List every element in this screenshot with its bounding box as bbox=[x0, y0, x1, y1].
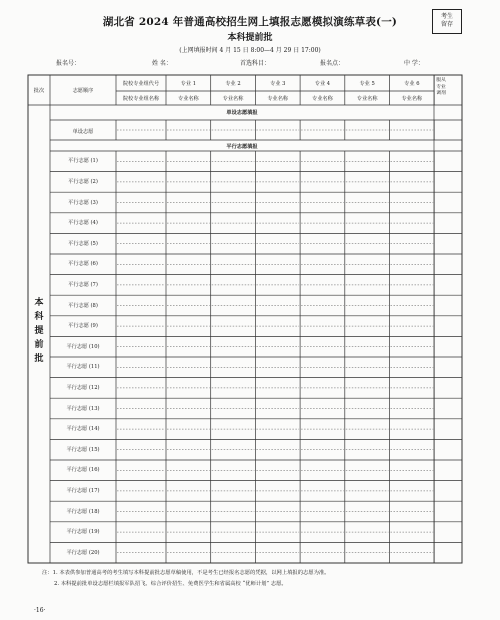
name-field[interactable]: 姓 名： bbox=[152, 60, 172, 67]
parallel-row-label: 平行志愿 (4) bbox=[68, 220, 98, 227]
note-line-1: 注：1. 本表供参加普通高考的考生填写本科提前批志愿草稿使用，不是考生已经报名志愿的凭据，以网上填报的志愿为准。 bbox=[42, 570, 330, 576]
parallel-row-label: 平行志愿 (20) bbox=[66, 549, 100, 556]
parallel-row-label: 平行志愿 (9) bbox=[68, 323, 98, 330]
subject-field[interactable]: 首选科目： bbox=[240, 60, 271, 67]
section-parallel-label: 平行志愿填报 bbox=[226, 144, 258, 150]
parallel-row-label: 平行志愿 (12) bbox=[66, 384, 100, 391]
batch-vertical-text: 本科提前批 bbox=[34, 298, 44, 364]
major-3-header: 专业 3 bbox=[270, 81, 286, 87]
major-3-name-header: 专业名称 bbox=[267, 96, 289, 102]
parallel-row-label: 平行志愿 (17) bbox=[66, 487, 100, 494]
parallel-row-label: 平行志愿 (1) bbox=[68, 158, 98, 165]
form-title: 湖北省 2024 年普通高校招生网上填报志愿模拟演练草表(一) bbox=[102, 16, 398, 28]
major-4-header: 专业 4 bbox=[314, 81, 331, 87]
major-1-name-header: 专业名称 bbox=[177, 96, 199, 102]
filing-timeline: (上网填报时间 4 月 15 日 8:00—4 月 29 日 17:00) bbox=[179, 47, 321, 54]
parallel-row-label: 平行志愿 (13) bbox=[66, 405, 100, 412]
examinee-copy-tag-text: 考生 留存 bbox=[440, 13, 453, 28]
parallel-row-label: 平行志愿 (11) bbox=[66, 364, 100, 371]
single-row-label: 单设志愿 bbox=[72, 129, 94, 135]
parallel-row-label: 平行志愿 (8) bbox=[68, 302, 98, 309]
parallel-row-label: 平行志愿 (2) bbox=[68, 178, 98, 185]
parallel-row-label: 平行志愿 (6) bbox=[68, 261, 98, 268]
section-single-label: 单设志愿填报 bbox=[226, 110, 258, 116]
col-batch-header: 批次 bbox=[33, 88, 45, 94]
parallel-row-label: 平行志愿 (18) bbox=[66, 508, 100, 515]
parallel-row-label: 平行志愿 (5) bbox=[68, 240, 98, 247]
school-field[interactable]: 中 学： bbox=[404, 60, 424, 67]
col-adjust-header: 服从专业调剂 bbox=[436, 78, 446, 96]
notes bbox=[42, 568, 329, 590]
col-group-name-header: 院校专业组名称 bbox=[122, 96, 160, 102]
parallel-row-label: 平行志愿 (7) bbox=[68, 281, 98, 288]
note-line-2: 2. 本科提前批单设志愿栏填报军队招飞、综合评价招生、免费医学生和省属高校 “优师计划” 志愿。 bbox=[54, 581, 287, 587]
parallel-row-label: 平行志愿 (15) bbox=[66, 446, 100, 453]
major-5-name-header: 专业名称 bbox=[356, 96, 378, 102]
parallel-row-label: 平行志愿 (14) bbox=[66, 426, 100, 433]
parallel-row-label: 平行志愿 (3) bbox=[68, 199, 98, 206]
parallel-row-label: 平行志愿 (16) bbox=[66, 467, 100, 474]
major-6-header: 专业 6 bbox=[404, 81, 420, 87]
major-4-name-header: 专业名称 bbox=[312, 96, 333, 102]
parallel-row-label: 平行志愿 (10) bbox=[66, 343, 100, 350]
batch-subtitle: 本科提前批 bbox=[227, 33, 273, 43]
batch-vertical-label bbox=[31, 296, 47, 366]
major-6-name-header: 专业名称 bbox=[401, 96, 423, 102]
major-2-name-header: 专业名称 bbox=[222, 96, 244, 102]
col-order-header: 志愿顺序 bbox=[72, 88, 94, 94]
major-5-header: 专业 5 bbox=[359, 81, 375, 87]
county-field[interactable]: 报名点： bbox=[320, 60, 345, 67]
major-1-header: 专业 1 bbox=[180, 81, 196, 87]
reg-no-field[interactable]: 报名号： bbox=[56, 60, 81, 67]
col-group-code-header: 院校专业组代号 bbox=[122, 81, 160, 87]
major-2-header: 专业 2 bbox=[225, 81, 241, 87]
parallel-row-label: 平行志愿 (19) bbox=[66, 529, 100, 536]
page-number: ·16· bbox=[34, 607, 46, 614]
